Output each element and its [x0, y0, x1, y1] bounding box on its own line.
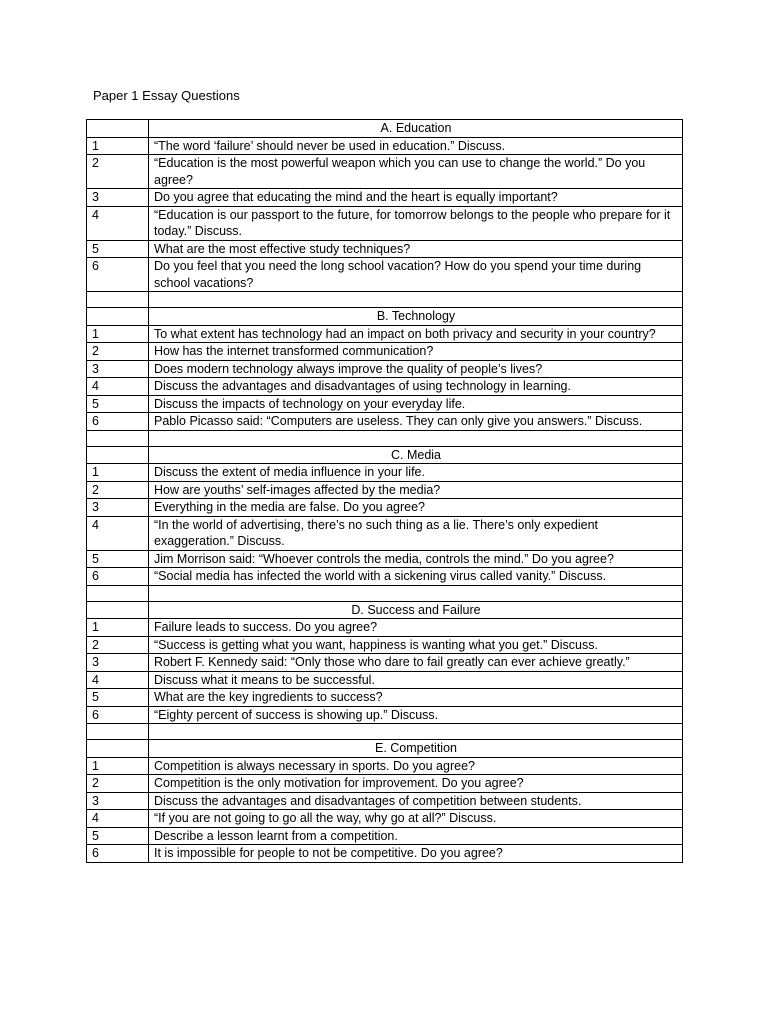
question-row [87, 654, 683, 672]
question-row [87, 189, 683, 207]
question-text: Pablo Picasso said: “Computers are useless. They can only give you answers.” Discuss. [149, 413, 683, 431]
question-text: Does modern technology always improve the quality of people’s lives? [149, 360, 683, 378]
section-heading-row [87, 120, 683, 138]
question-number: 4 [87, 206, 149, 240]
question-text: “Social media has infected the world with a sickening virus called vanity.” Discuss. [149, 568, 683, 586]
question-text: Jim Morrison said: “Whoever controls the media, controls the mind.” Do you agree? [149, 550, 683, 568]
essay-questions-table [86, 119, 683, 863]
question-text: What are the most effective study techniques? [149, 240, 683, 258]
question-text: “In the world of advertising, there’s no such thing as a lie. There’s only expedient exaggeration.” Discuss. [149, 516, 683, 550]
question-row [87, 395, 683, 413]
spacer-row [87, 585, 683, 601]
question-text: Do you feel that you need the long school vacation? How do you spend your time during school vacations? [149, 258, 683, 292]
question-text: Discuss the advantages and disadvantages of competition between students. [149, 792, 683, 810]
section-heading-empty-cell [87, 120, 149, 138]
question-number: 6 [87, 706, 149, 724]
question-number: 1 [87, 464, 149, 482]
question-number: 3 [87, 654, 149, 672]
question-text: Competition is always necessary in sports. Do you agree? [149, 757, 683, 775]
question-row [87, 240, 683, 258]
spacer-cell [87, 430, 149, 446]
section-heading-empty-cell [87, 601, 149, 619]
question-number: 5 [87, 827, 149, 845]
question-row [87, 619, 683, 637]
question-row [87, 464, 683, 482]
question-text: “Education is our passport to the future, for tomorrow belongs to the people who prepare for it today.” Discuss. [149, 206, 683, 240]
question-number: 6 [87, 845, 149, 863]
question-row [87, 689, 683, 707]
question-text: Discuss the extent of media influence in your life. [149, 464, 683, 482]
question-row [87, 360, 683, 378]
spacer-cell [87, 724, 149, 740]
section-heading-row [87, 308, 683, 326]
question-text: Everything in the media are false. Do you agree? [149, 499, 683, 517]
question-row [87, 499, 683, 517]
question-text: “If you are not going to go all the way, why go at all?” Discuss. [149, 810, 683, 828]
question-text: Robert F. Kennedy said: “Only those who dare to fail greatly can ever achieve greatly.” [149, 654, 683, 672]
question-number: 2 [87, 155, 149, 189]
spacer-cell [149, 430, 683, 446]
question-text: Failure leads to success. Do you agree? [149, 619, 683, 637]
question-row [87, 413, 683, 431]
question-row [87, 516, 683, 550]
section-heading-row [87, 601, 683, 619]
question-text: “The word ‘failure’ should never be used in education.” Discuss. [149, 137, 683, 155]
question-text: How has the internet transformed communication? [149, 343, 683, 361]
section-heading: A. Education [149, 120, 683, 138]
question-row [87, 568, 683, 586]
question-text: How are youths’ self-images affected by the media? [149, 481, 683, 499]
question-number: 5 [87, 395, 149, 413]
question-number: 3 [87, 499, 149, 517]
question-text: To what extent has technology had an impact on both privacy and security in your country? [149, 325, 683, 343]
question-row [87, 636, 683, 654]
section-heading: E. Competition [149, 740, 683, 758]
question-number: 1 [87, 137, 149, 155]
question-number: 2 [87, 343, 149, 361]
question-text: Discuss what it means to be successful. [149, 671, 683, 689]
question-text: “Eighty percent of success is showing up.” Discuss. [149, 706, 683, 724]
section-heading-row [87, 446, 683, 464]
question-number: 6 [87, 413, 149, 431]
section-heading-empty-cell [87, 308, 149, 326]
section-heading-empty-cell [87, 740, 149, 758]
question-number: 3 [87, 189, 149, 207]
section-heading-empty-cell [87, 446, 149, 464]
question-number: 1 [87, 619, 149, 637]
question-number: 4 [87, 378, 149, 396]
question-text: “Education is the most powerful weapon which you can use to change the world.” Do you agree? [149, 155, 683, 189]
question-row [87, 206, 683, 240]
question-text: Describe a lesson learnt from a competition. [149, 827, 683, 845]
question-text: Discuss the advantages and disadvantages of using technology in learning. [149, 378, 683, 396]
question-number: 2 [87, 481, 149, 499]
question-text: “Success is getting what you want, happiness is wanting what you get.” Discuss. [149, 636, 683, 654]
question-row [87, 757, 683, 775]
question-row [87, 378, 683, 396]
question-text: It is impossible for people to not be competitive. Do you agree? [149, 845, 683, 863]
spacer-row [87, 724, 683, 740]
spacer-cell [149, 585, 683, 601]
question-number: 6 [87, 258, 149, 292]
question-number: 5 [87, 689, 149, 707]
question-row [87, 258, 683, 292]
question-row [87, 550, 683, 568]
section-heading-row [87, 740, 683, 758]
question-text: Do you agree that educating the mind and the heart is equally important? [149, 189, 683, 207]
question-row [87, 155, 683, 189]
question-row [87, 706, 683, 724]
question-row [87, 343, 683, 361]
spacer-row [87, 430, 683, 446]
spacer-cell [87, 292, 149, 308]
question-number: 2 [87, 636, 149, 654]
question-row [87, 325, 683, 343]
question-number: 1 [87, 325, 149, 343]
question-row [87, 827, 683, 845]
question-row [87, 671, 683, 689]
spacer-cell [149, 724, 683, 740]
section-heading: D. Success and Failure [149, 601, 683, 619]
question-number: 4 [87, 810, 149, 828]
spacer-cell [149, 292, 683, 308]
section-heading: C. Media [149, 446, 683, 464]
question-row [87, 810, 683, 828]
question-number: 1 [87, 757, 149, 775]
question-number: 5 [87, 240, 149, 258]
spacer-row [87, 292, 683, 308]
question-row [87, 792, 683, 810]
question-number: 2 [87, 775, 149, 793]
question-row [87, 481, 683, 499]
question-text: Competition is the only motivation for improvement. Do you agree? [149, 775, 683, 793]
question-number: 4 [87, 671, 149, 689]
question-number: 5 [87, 550, 149, 568]
document-title: Paper 1 Essay Questions [93, 88, 240, 103]
question-row [87, 845, 683, 863]
question-text: Discuss the impacts of technology on your everyday life. [149, 395, 683, 413]
spacer-cell [87, 585, 149, 601]
question-number: 3 [87, 792, 149, 810]
question-number: 4 [87, 516, 149, 550]
question-text: What are the key ingredients to success? [149, 689, 683, 707]
question-row [87, 137, 683, 155]
question-row [87, 775, 683, 793]
table-body [87, 120, 683, 863]
section-heading: B. Technology [149, 308, 683, 326]
question-number: 6 [87, 568, 149, 586]
question-number: 3 [87, 360, 149, 378]
